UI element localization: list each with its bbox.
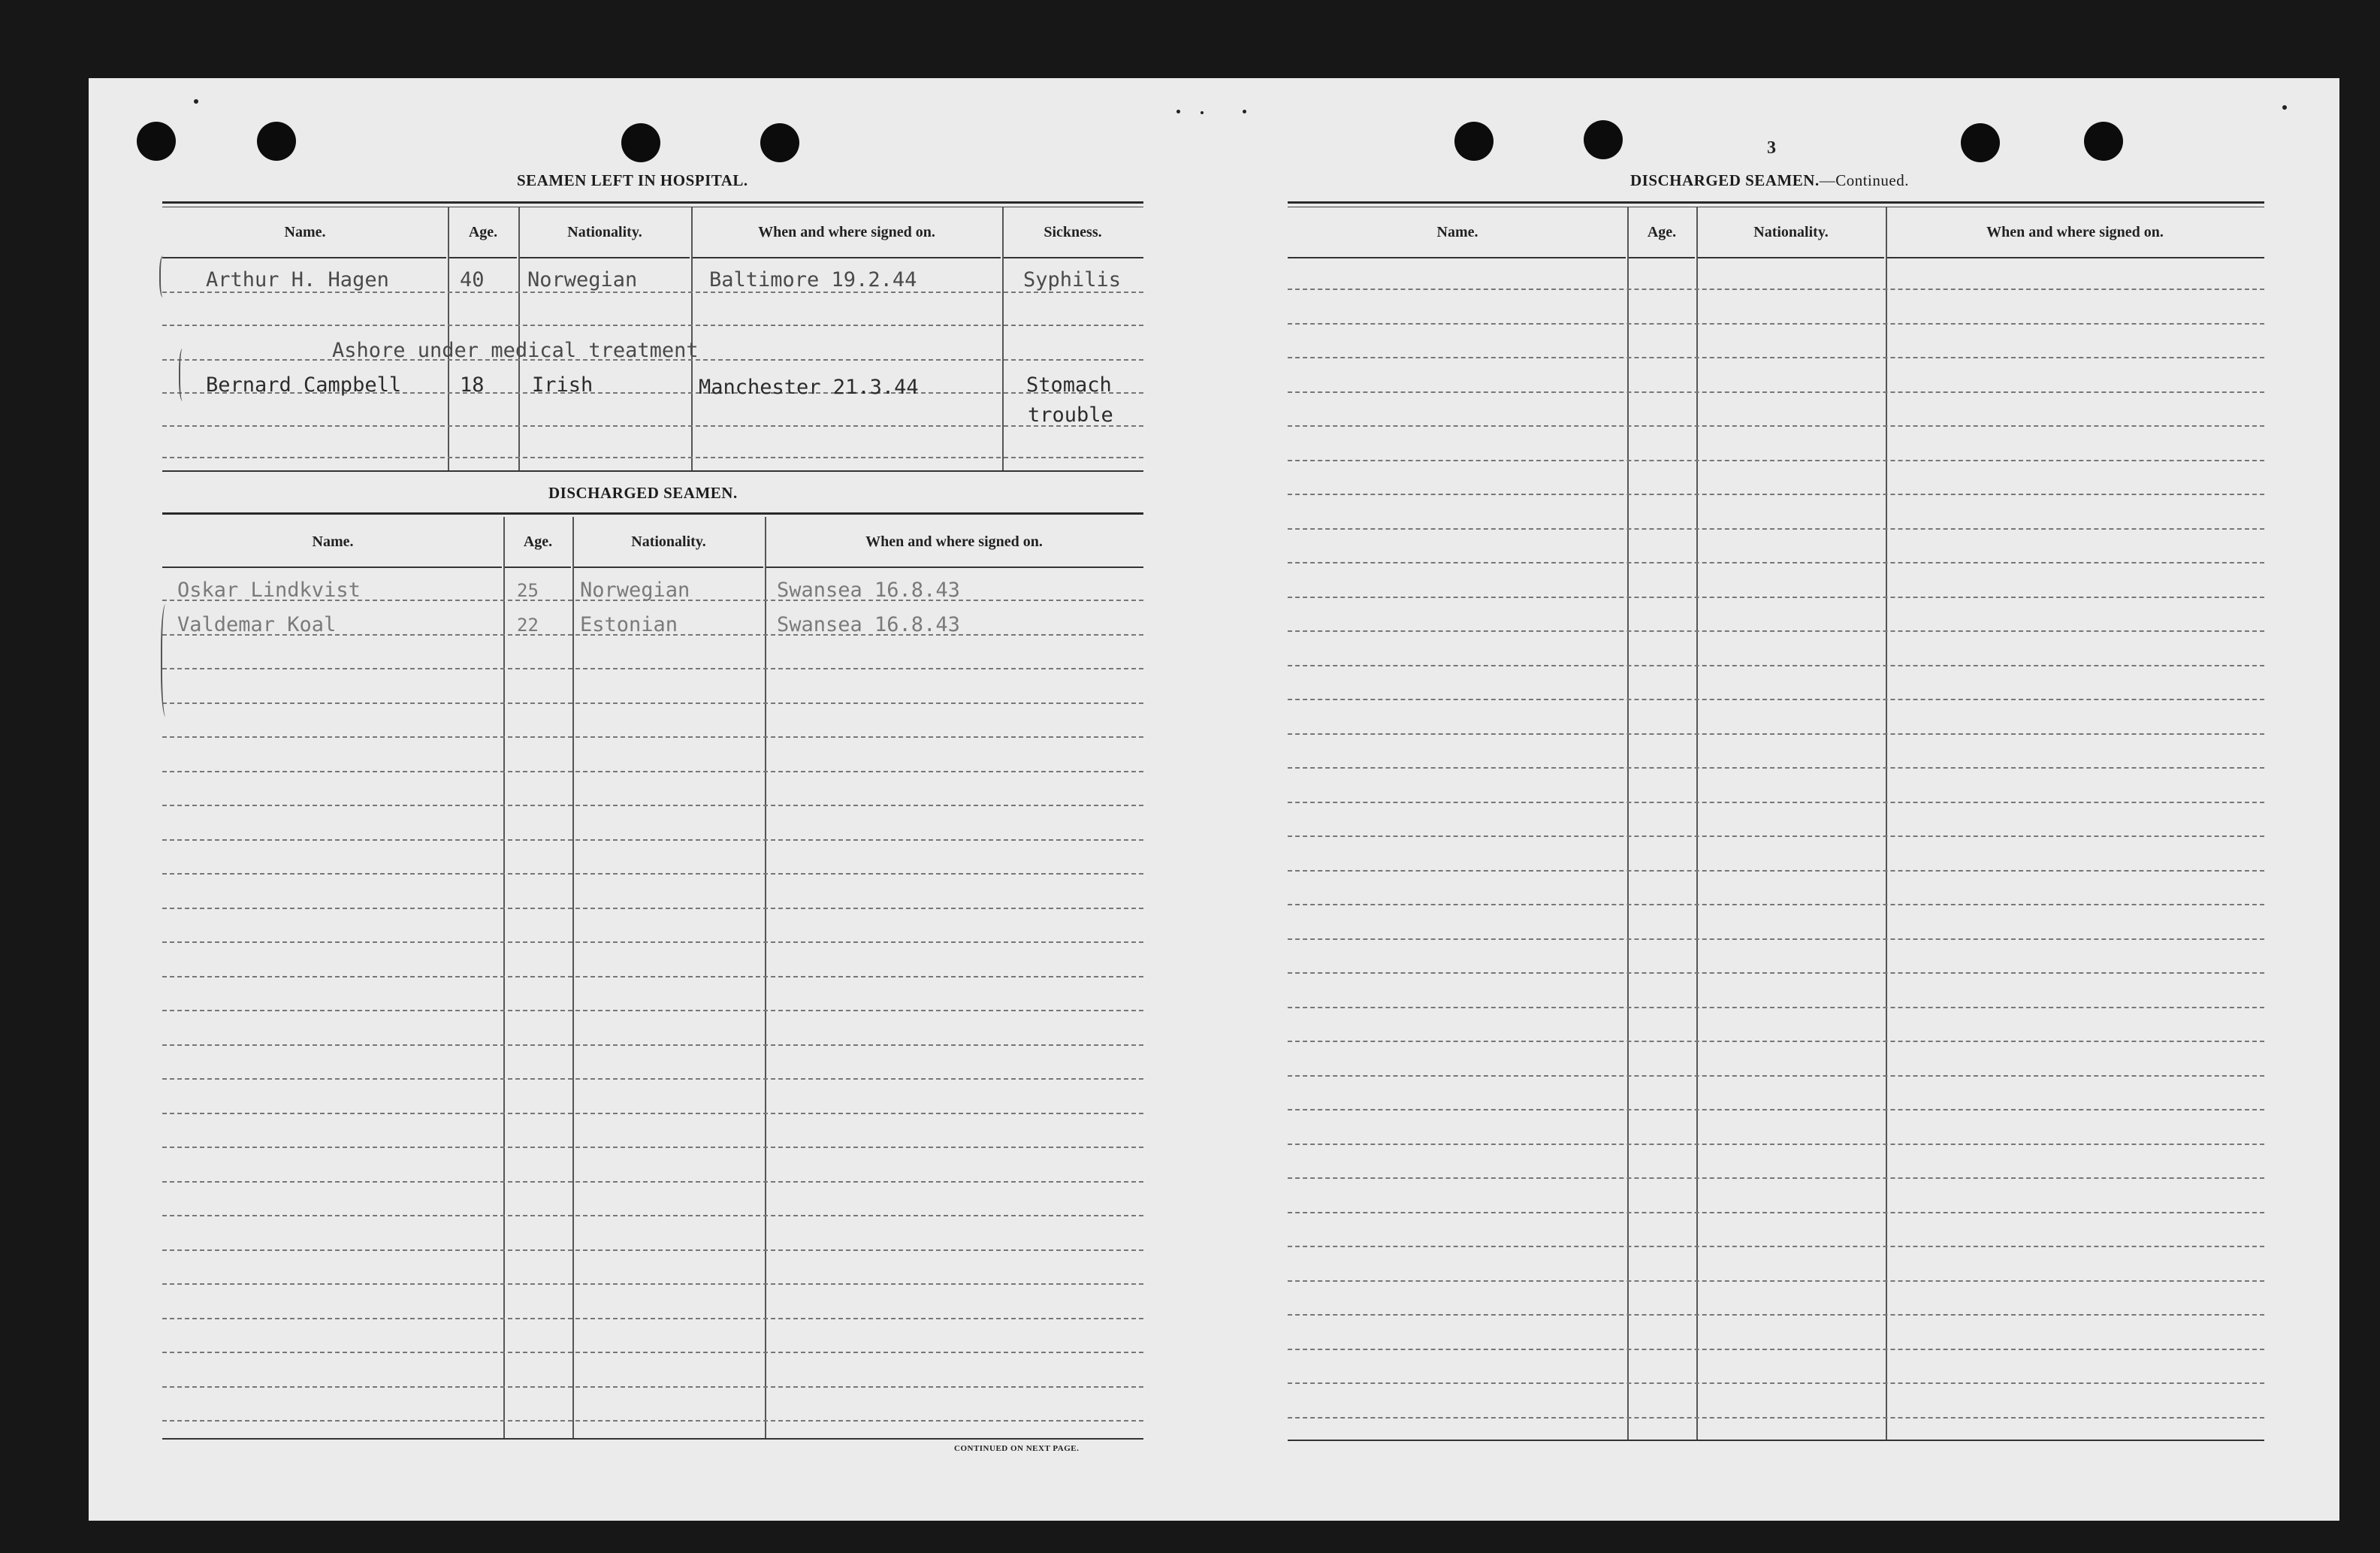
hospital-section-title: SEAMEN LEFT IN HOSPITAL. — [517, 171, 748, 189]
ruled-line — [1288, 425, 2264, 427]
ruled-line — [162, 873, 1143, 875]
document-sheet — [89, 78, 2339, 1521]
ruled-line — [162, 1113, 1143, 1114]
hospital-row2-age: 18 — [460, 373, 485, 397]
page-number: 3 — [1767, 138, 1776, 158]
discharged-section-title: DISCHARGED SEAMEN. — [548, 484, 738, 502]
ruled-line — [162, 1318, 1143, 1319]
bracket-mark — [179, 349, 188, 401]
ruled-line — [1288, 357, 2264, 358]
ruled-line — [1288, 1177, 2264, 1179]
ruled-line — [162, 941, 1143, 943]
hospital-row1-age: 40 — [460, 268, 485, 292]
discharged-row1-nationality: Norwegian — [580, 579, 690, 602]
ruled-line — [162, 668, 1143, 669]
column-header-sickness: Sickness. — [1044, 224, 1102, 240]
ruled-line — [162, 736, 1143, 738]
hospital-note: Ashore under medical treatment — [332, 339, 699, 362]
ruled-line — [1288, 767, 2264, 769]
hospital-table — [162, 201, 1143, 472]
ruled-line — [162, 702, 1143, 704]
right-page — [1261, 78, 2339, 1521]
speck — [1176, 110, 1180, 113]
ruled-line — [1288, 562, 2264, 563]
ruled-line — [1288, 904, 2264, 905]
ruled-line — [1288, 528, 2264, 530]
column-header-name: Name. — [1436, 224, 1478, 240]
column-header-signed-on: When and where signed on. — [758, 224, 935, 240]
discharged-row2-signed-on: Swansea 16.8.43 — [777, 613, 960, 636]
column-header-signed-on: When and where signed on. — [1986, 224, 2164, 240]
column-header-age: Age. — [523, 533, 553, 550]
ruled-line — [162, 976, 1143, 977]
bracket-mark — [159, 255, 168, 298]
column-header-name: Name. — [284, 224, 326, 240]
hospital-row1-name: Arthur H. Hagen — [206, 268, 389, 292]
ruled-line — [1288, 1109, 2264, 1110]
hospital-row2-sickness-line2: trouble — [1028, 403, 1113, 427]
discharged-row1-name: Oskar Lindkvist — [177, 579, 361, 602]
ruled-line — [162, 1010, 1143, 1011]
discharged-table — [162, 512, 1143, 1441]
column-header-name: Name. — [312, 533, 354, 550]
ruled-line — [162, 1044, 1143, 1046]
ruled-line — [162, 1386, 1143, 1388]
ruled-line — [162, 1283, 1143, 1285]
bracket-mark — [161, 604, 173, 717]
ruled-line — [1288, 835, 2264, 837]
discharged-row2-name: Valdemar Koal — [177, 613, 337, 636]
hospital-row1-sickness: Syphilis — [1023, 268, 1122, 292]
column-header-nationality: Nationality. — [1753, 224, 1829, 240]
ruled-line — [1288, 972, 2264, 974]
discharged-continued-title — [1630, 171, 1909, 190]
ruled-line — [162, 1078, 1143, 1080]
title-suffix: —Continued. — [1819, 171, 1909, 189]
hospital-row1-signed-on: Baltimore 19.2.44 — [709, 268, 917, 292]
column-header-age: Age. — [468, 224, 498, 240]
speck — [1243, 110, 1246, 113]
ruled-line — [1288, 323, 2264, 325]
column-header-signed-on: When and where signed on. — [865, 533, 1043, 550]
continued-footer: CONTINUED ON NEXT PAGE. — [954, 1444, 1080, 1453]
hospital-row2-name: Bernard Campbell — [206, 373, 402, 397]
ruled-line — [1288, 1349, 2264, 1350]
hospital-row2-signed-on: Manchester 21.3.44 — [699, 376, 919, 399]
ruled-line — [1288, 802, 2264, 803]
ruled-line — [162, 908, 1143, 909]
ruled-line — [162, 805, 1143, 806]
ruled-line — [1288, 391, 2264, 393]
ruled-line — [1288, 1007, 2264, 1008]
ruled-line — [1288, 597, 2264, 598]
hospital-row2-nationality: Irish — [532, 373, 593, 397]
ruled-line — [162, 1249, 1143, 1251]
ruled-line — [1288, 630, 2264, 632]
column-header-age: Age. — [1647, 224, 1677, 240]
ruled-line — [162, 771, 1143, 772]
ruled-line — [1288, 665, 2264, 666]
speck — [1201, 111, 1204, 114]
hospital-row2-sickness: Stomach — [1026, 373, 1112, 397]
ruled-line — [1288, 1314, 2264, 1316]
ruled-line — [162, 1215, 1143, 1216]
ruled-line — [1288, 733, 2264, 735]
left-page — [89, 78, 1170, 1521]
ruled-line — [162, 839, 1143, 841]
discharged-row1-signed-on: Swansea 16.8.43 — [777, 579, 960, 602]
ruled-line — [1288, 1246, 2264, 1247]
hospital-row1-nationality: Norwegian — [527, 268, 638, 292]
ruled-line — [1288, 494, 2264, 495]
discharged-continued-table — [1288, 201, 2264, 1441]
ruled-line — [1288, 1041, 2264, 1042]
ruled-line — [1288, 1280, 2264, 1282]
ruled-line — [1288, 289, 2264, 290]
title-main: DISCHARGED SEAMEN. — [1630, 171, 1820, 189]
ruled-line — [1288, 1075, 2264, 1077]
discharged-row1-age: 25 — [517, 580, 539, 601]
ruled-line — [162, 1181, 1143, 1183]
ruled-line — [1288, 460, 2264, 461]
ruled-line — [162, 1352, 1143, 1353]
ruled-line — [1288, 1382, 2264, 1384]
ruled-line — [1288, 1212, 2264, 1213]
ruled-line — [1288, 870, 2264, 872]
ruled-line — [1288, 938, 2264, 940]
column-header-nationality: Nationality. — [631, 533, 706, 550]
discharged-row2-nationality: Estonian — [580, 613, 678, 636]
ruled-line — [162, 1147, 1143, 1148]
ruled-line — [162, 1420, 1143, 1422]
discharged-row2-age: 22 — [517, 615, 539, 636]
ruled-line — [1288, 699, 2264, 700]
ruled-line — [1288, 1417, 2264, 1419]
ruled-line — [1288, 1144, 2264, 1145]
column-header-nationality: Nationality. — [567, 224, 642, 240]
